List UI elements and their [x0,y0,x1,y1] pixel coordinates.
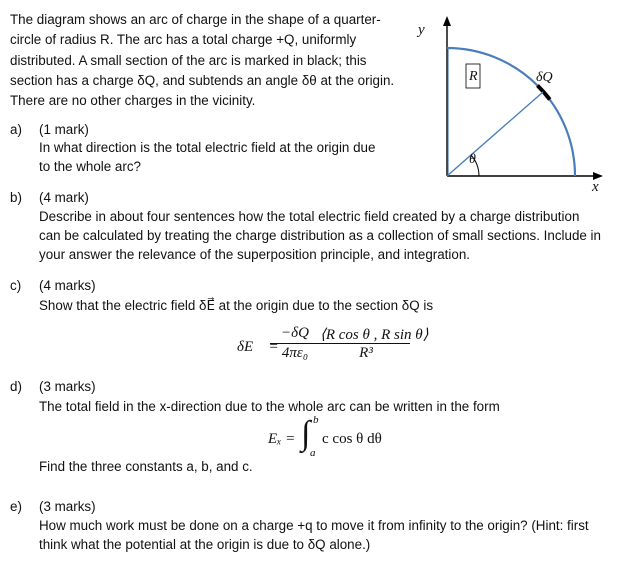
part-e-label: e) [10,499,22,514]
part-b-line: can be calculated by treating the charge distribution as a collection of small sections. Include in [39,228,601,243]
dq-label: δQ [536,70,553,85]
y-axis-label: y [418,22,425,38]
part-c-eq-num1: −δQ [281,325,309,341]
part-a-line: to the whole arc? [39,159,141,174]
part-d-line2: Find the three constants a, b, and c. [39,459,253,474]
intro-line: section has a charge δQ, and subtends an angle δθ at the origin. [10,73,395,88]
diagram-svg [400,8,620,198]
part-c-eq-num2: ⟨R cos θ , R sin θ⟩ [320,327,429,343]
x-axis-label: x [592,179,599,195]
part-d-eq-lower: a [310,447,316,459]
part-d-eq-upper: b [313,414,319,426]
intro-line: There are no other charges in the vicinity. [10,93,256,108]
integral-sign-icon: ∫ [301,415,311,452]
part-e-marks: (3 marks) [39,499,96,514]
radius-line [447,92,543,176]
radius-label: R [469,69,478,84]
intro-line: distributed. A small section of the arc is marked in black; this [10,53,367,68]
part-b-marks: (4 mark) [39,190,89,205]
part-a-marks: (1 mark) [39,122,89,137]
part-b-line: Describe in about four sentences how the total electric field created by a charge distribution [39,209,580,224]
charge-section-dq [538,86,550,100]
part-e-line: How much work must be done on a charge +q to move it from infinity to the origin? (Hint: first [39,518,589,533]
part-c-line: Show that the electric field δE⃗ at the origin due to the section δQ is [39,298,434,313]
part-b-label: b) [10,190,22,205]
part-d-eq-body: c cos θ dθ [322,431,382,447]
intro-line: The diagram shows an arc of charge in the shape of a quarter- [10,12,381,27]
theta-label: θ [469,152,476,167]
quarter-circle-diagram [400,8,620,198]
part-b-line: your answer the relevance of the superposition principle, and integration. [39,247,470,262]
part-d-label: d) [10,379,22,394]
intro-line: circle of radius R. The arc has a total charge +Q, uniformly [10,32,357,47]
part-c-eq-den2: R³ [359,345,373,361]
part-c-eq-den1: 4πε₀ [281,345,309,361]
part-c-eq-lhs: δE⃗ = [237,339,279,355]
part-d-marks: (3 marks) [39,379,96,394]
part-c-marks: (4 marks) [39,278,96,293]
y-axis-arrowhead-icon [443,16,451,26]
part-a-line: In what direction is the total electric field at the origin due [39,140,376,155]
part-d-line: The total field in the x-direction due to the whole arc can be written in the form [39,399,500,414]
part-c-label: c) [10,278,22,293]
part-d-eq-lhs: Eₓ = [268,431,296,447]
part-e-line: think what the potential at the origin is due to δQ alone.) [39,537,371,552]
part-a-label: a) [10,122,22,137]
